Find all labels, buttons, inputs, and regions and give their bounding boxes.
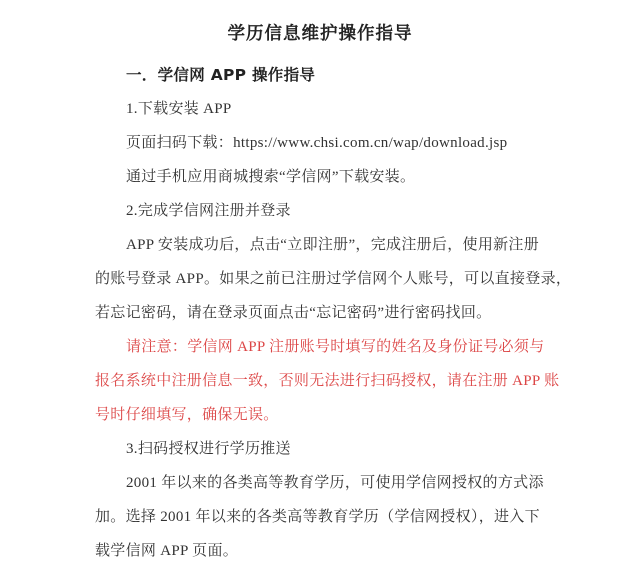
document-line: 号时仔细填写，确保无误。 (95, 407, 279, 423)
document-body (95, 58, 572, 568)
document-line: 请注意：学信网 APP 注册账号时填写的姓名及身份证号必须与 (126, 339, 545, 355)
document-line: 页面扫码下载：https://www.chsi.com.cn/wap/download.jsp (126, 135, 508, 151)
document-line: 通过手机应用商城搜索“学信网”下载安装。 (126, 169, 416, 185)
document-line: 一．学信网 APP 操作指导 (126, 66, 316, 84)
document-line: 报名系统中注册信息一致，否则无法进行扫码授权，请在注册 APP 账 (95, 373, 560, 389)
document-line: APP 安装成功后，点击“立即注册”，完成注册后，使用新注册 (126, 237, 540, 253)
document-line: 1.下载安装 APP (126, 101, 232, 117)
document-line: 2.完成学信网注册并登录 (126, 203, 291, 219)
document-line: 3.扫码授权进行学历推送 (126, 441, 291, 457)
document-line: 的账号登录 APP。如果之前已注册过学信网个人账号，可以直接登录， (95, 271, 572, 287)
document-line: 2001 年以来的各类高等教育学历，可使用学信网授权的方式添 (126, 475, 544, 491)
document-title: 学历信息维护操作指导 (227, 24, 413, 44)
document-line: 载学信网 APP 页面。 (95, 543, 239, 559)
document-line: 加。选择 2001 年以来的各类高等教育学历（学信网授权），进入下 (95, 509, 540, 525)
document-line: 若忘记密码，请在登录页面点击“忘记密码”进行密码找回。 (95, 305, 492, 321)
